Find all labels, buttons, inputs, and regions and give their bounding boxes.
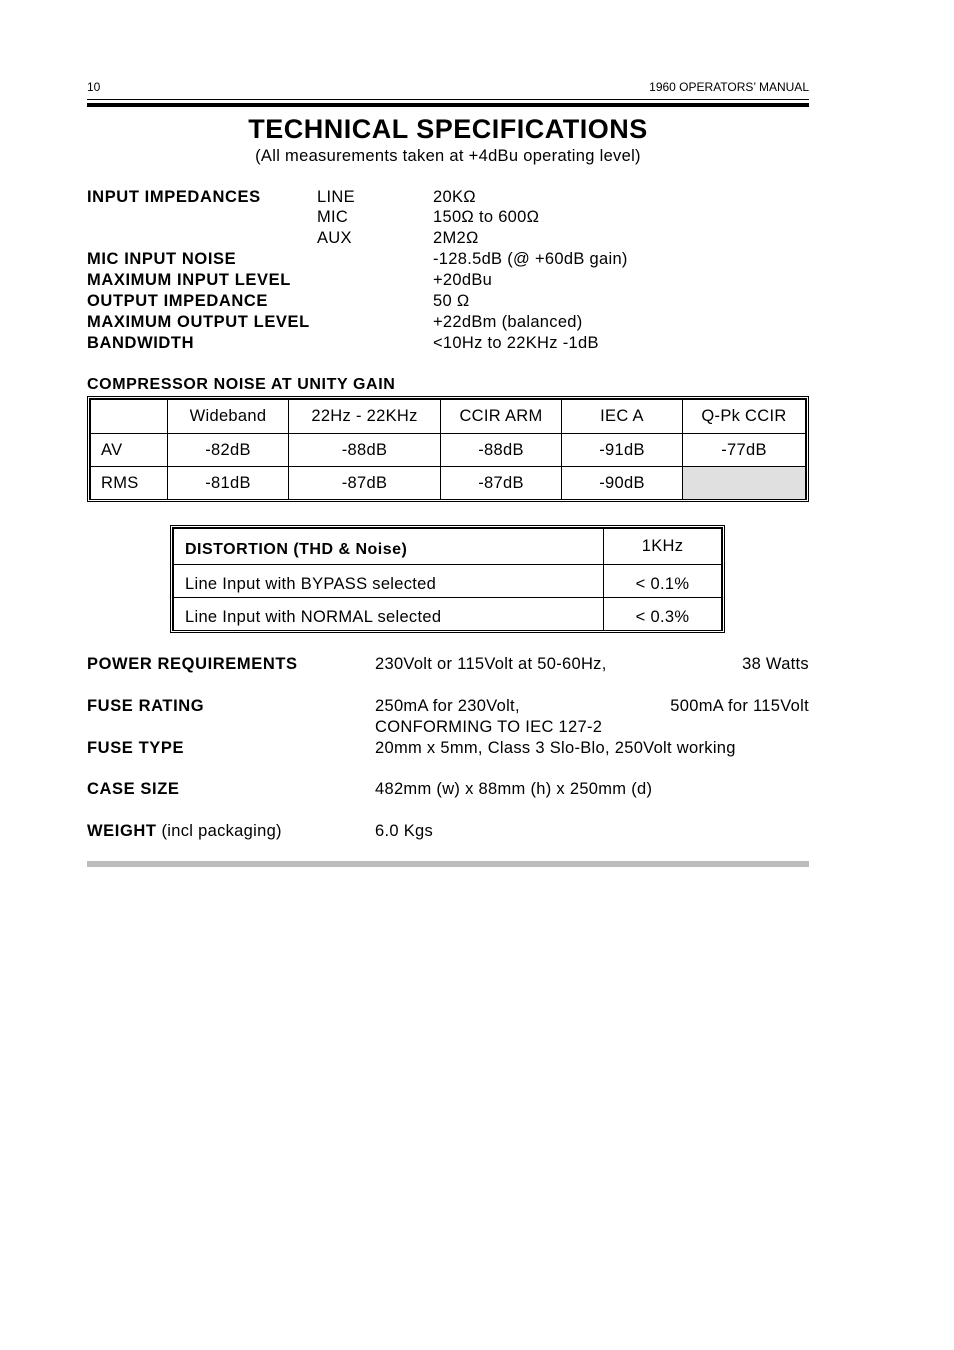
impedance-type-mic: MIC <box>317 208 349 226</box>
table-row <box>174 598 722 631</box>
case-size-label: CASE SIZE <box>87 780 180 798</box>
compressor-noise-heading: COMPRESSOR NOISE AT UNITY GAIN <box>87 376 396 393</box>
table-header-row <box>91 400 806 434</box>
distortion-row-label: Line Input with NORMAL selected <box>174 598 604 631</box>
column-header <box>91 400 168 434</box>
compressor-noise-table-frame <box>87 396 809 502</box>
table-header-row <box>174 529 722 565</box>
table-cell: -88dB <box>441 434 562 467</box>
distortion-freq: 1KHz <box>604 529 722 565</box>
table-cell: -90dB <box>562 467 683 500</box>
table-cell: -91dB <box>562 434 683 467</box>
page-subtitle: (All measurements taken at +4dBu operating level) <box>255 147 641 165</box>
column-header: CCIR ARM <box>441 400 562 434</box>
table-cell-empty <box>683 467 806 500</box>
table-cell: -77dB <box>683 434 806 467</box>
fuse-type-label: FUSE TYPE <box>87 739 185 757</box>
manual-title: 1960 OPERATORS’ MANUAL <box>649 80 809 94</box>
mic-input-noise-label: MIC INPUT NOISE <box>87 250 237 268</box>
table-row <box>91 467 806 500</box>
weight-label-group <box>87 822 282 841</box>
compressor-noise-table <box>90 399 806 500</box>
table-cell: -81dB <box>168 467 289 500</box>
weight-note: (incl packaging) <box>156 822 282 840</box>
table-cell: -88dB <box>289 434 441 467</box>
row-label: AV <box>91 434 168 467</box>
power-requirements-label: POWER REQUIREMENTS <box>87 655 298 673</box>
table-row <box>174 565 722 598</box>
column-header: Wideband <box>168 400 289 434</box>
table-cell: -82dB <box>168 434 289 467</box>
impedance-value-line: 20KΩ <box>433 188 476 206</box>
max-output-level-label: MAXIMUM OUTPUT LEVEL <box>87 313 310 331</box>
table-row <box>91 434 806 467</box>
power-requirements-value: 230Volt or 115Volt at 50-60Hz, <box>375 655 607 673</box>
power-watts: 38 Watts <box>742 655 809 673</box>
impedance-type-aux: AUX <box>317 229 352 247</box>
distortion-row-value: < 0.3% <box>604 598 722 631</box>
header-rule <box>87 99 809 100</box>
column-header: Q-Pk CCIR <box>683 400 806 434</box>
fuse-type-value: 20mm x 5mm, Class 3 Slo-Blo, 250Volt working <box>375 739 736 757</box>
distortion-heading: DISTORTION (THD & Noise) <box>174 529 604 565</box>
distortion-table-frame <box>170 525 725 633</box>
max-input-level-value: +20dBu <box>433 271 493 289</box>
distortion-row-value: < 0.1% <box>604 565 722 598</box>
impedance-value-aux: 2M2Ω <box>433 229 479 247</box>
weight-label: WEIGHT <box>87 822 157 840</box>
impedance-value-mic: 150Ω to 600Ω <box>433 208 540 226</box>
table-cell: -87dB <box>441 467 562 500</box>
output-impedance-value: 50 Ω <box>433 292 470 310</box>
distortion-row-label: Line Input with BYPASS selected <box>174 565 604 598</box>
bandwidth-label: BANDWIDTH <box>87 334 195 352</box>
fuse-rating-label: FUSE RATING <box>87 697 205 715</box>
row-label: RMS <box>91 467 168 500</box>
distortion-table <box>173 528 722 631</box>
table-cell: -87dB <box>289 467 441 500</box>
impedance-type-line: LINE <box>317 188 355 206</box>
max-output-level-value: +22dBm (balanced) <box>433 313 583 331</box>
weight-value: 6.0 Kgs <box>375 822 434 840</box>
case-size-value: 482mm (w) x 88mm (h) x 250mm (d) <box>375 780 653 798</box>
max-input-level-label: MAXIMUM INPUT LEVEL <box>87 271 291 289</box>
bandwidth-value: <10Hz to 22KHz -1dB <box>433 334 599 352</box>
fuse-rating-value-230: 250mA for 230Volt, <box>375 697 520 715</box>
output-impedance-label: OUTPUT IMPEDANCE <box>87 292 269 310</box>
mic-input-noise-value: -128.5dB (@ +60dB gain) <box>433 250 628 268</box>
page-number: 10 <box>87 80 101 94</box>
column-header: 22Hz - 22KHz <box>289 400 441 434</box>
bottom-rule <box>87 861 809 867</box>
column-header: IEC A <box>562 400 683 434</box>
page-title: TECHNICAL SPECIFICATIONS <box>248 114 648 144</box>
fuse-rating-standard: CONFORMING TO IEC 127-2 <box>375 718 603 736</box>
fuse-rating-value-115: 500mA for 115Volt <box>670 697 809 715</box>
header-rule-thick <box>87 103 809 107</box>
input-impedances-label: INPUT IMPEDANCES <box>87 188 261 206</box>
